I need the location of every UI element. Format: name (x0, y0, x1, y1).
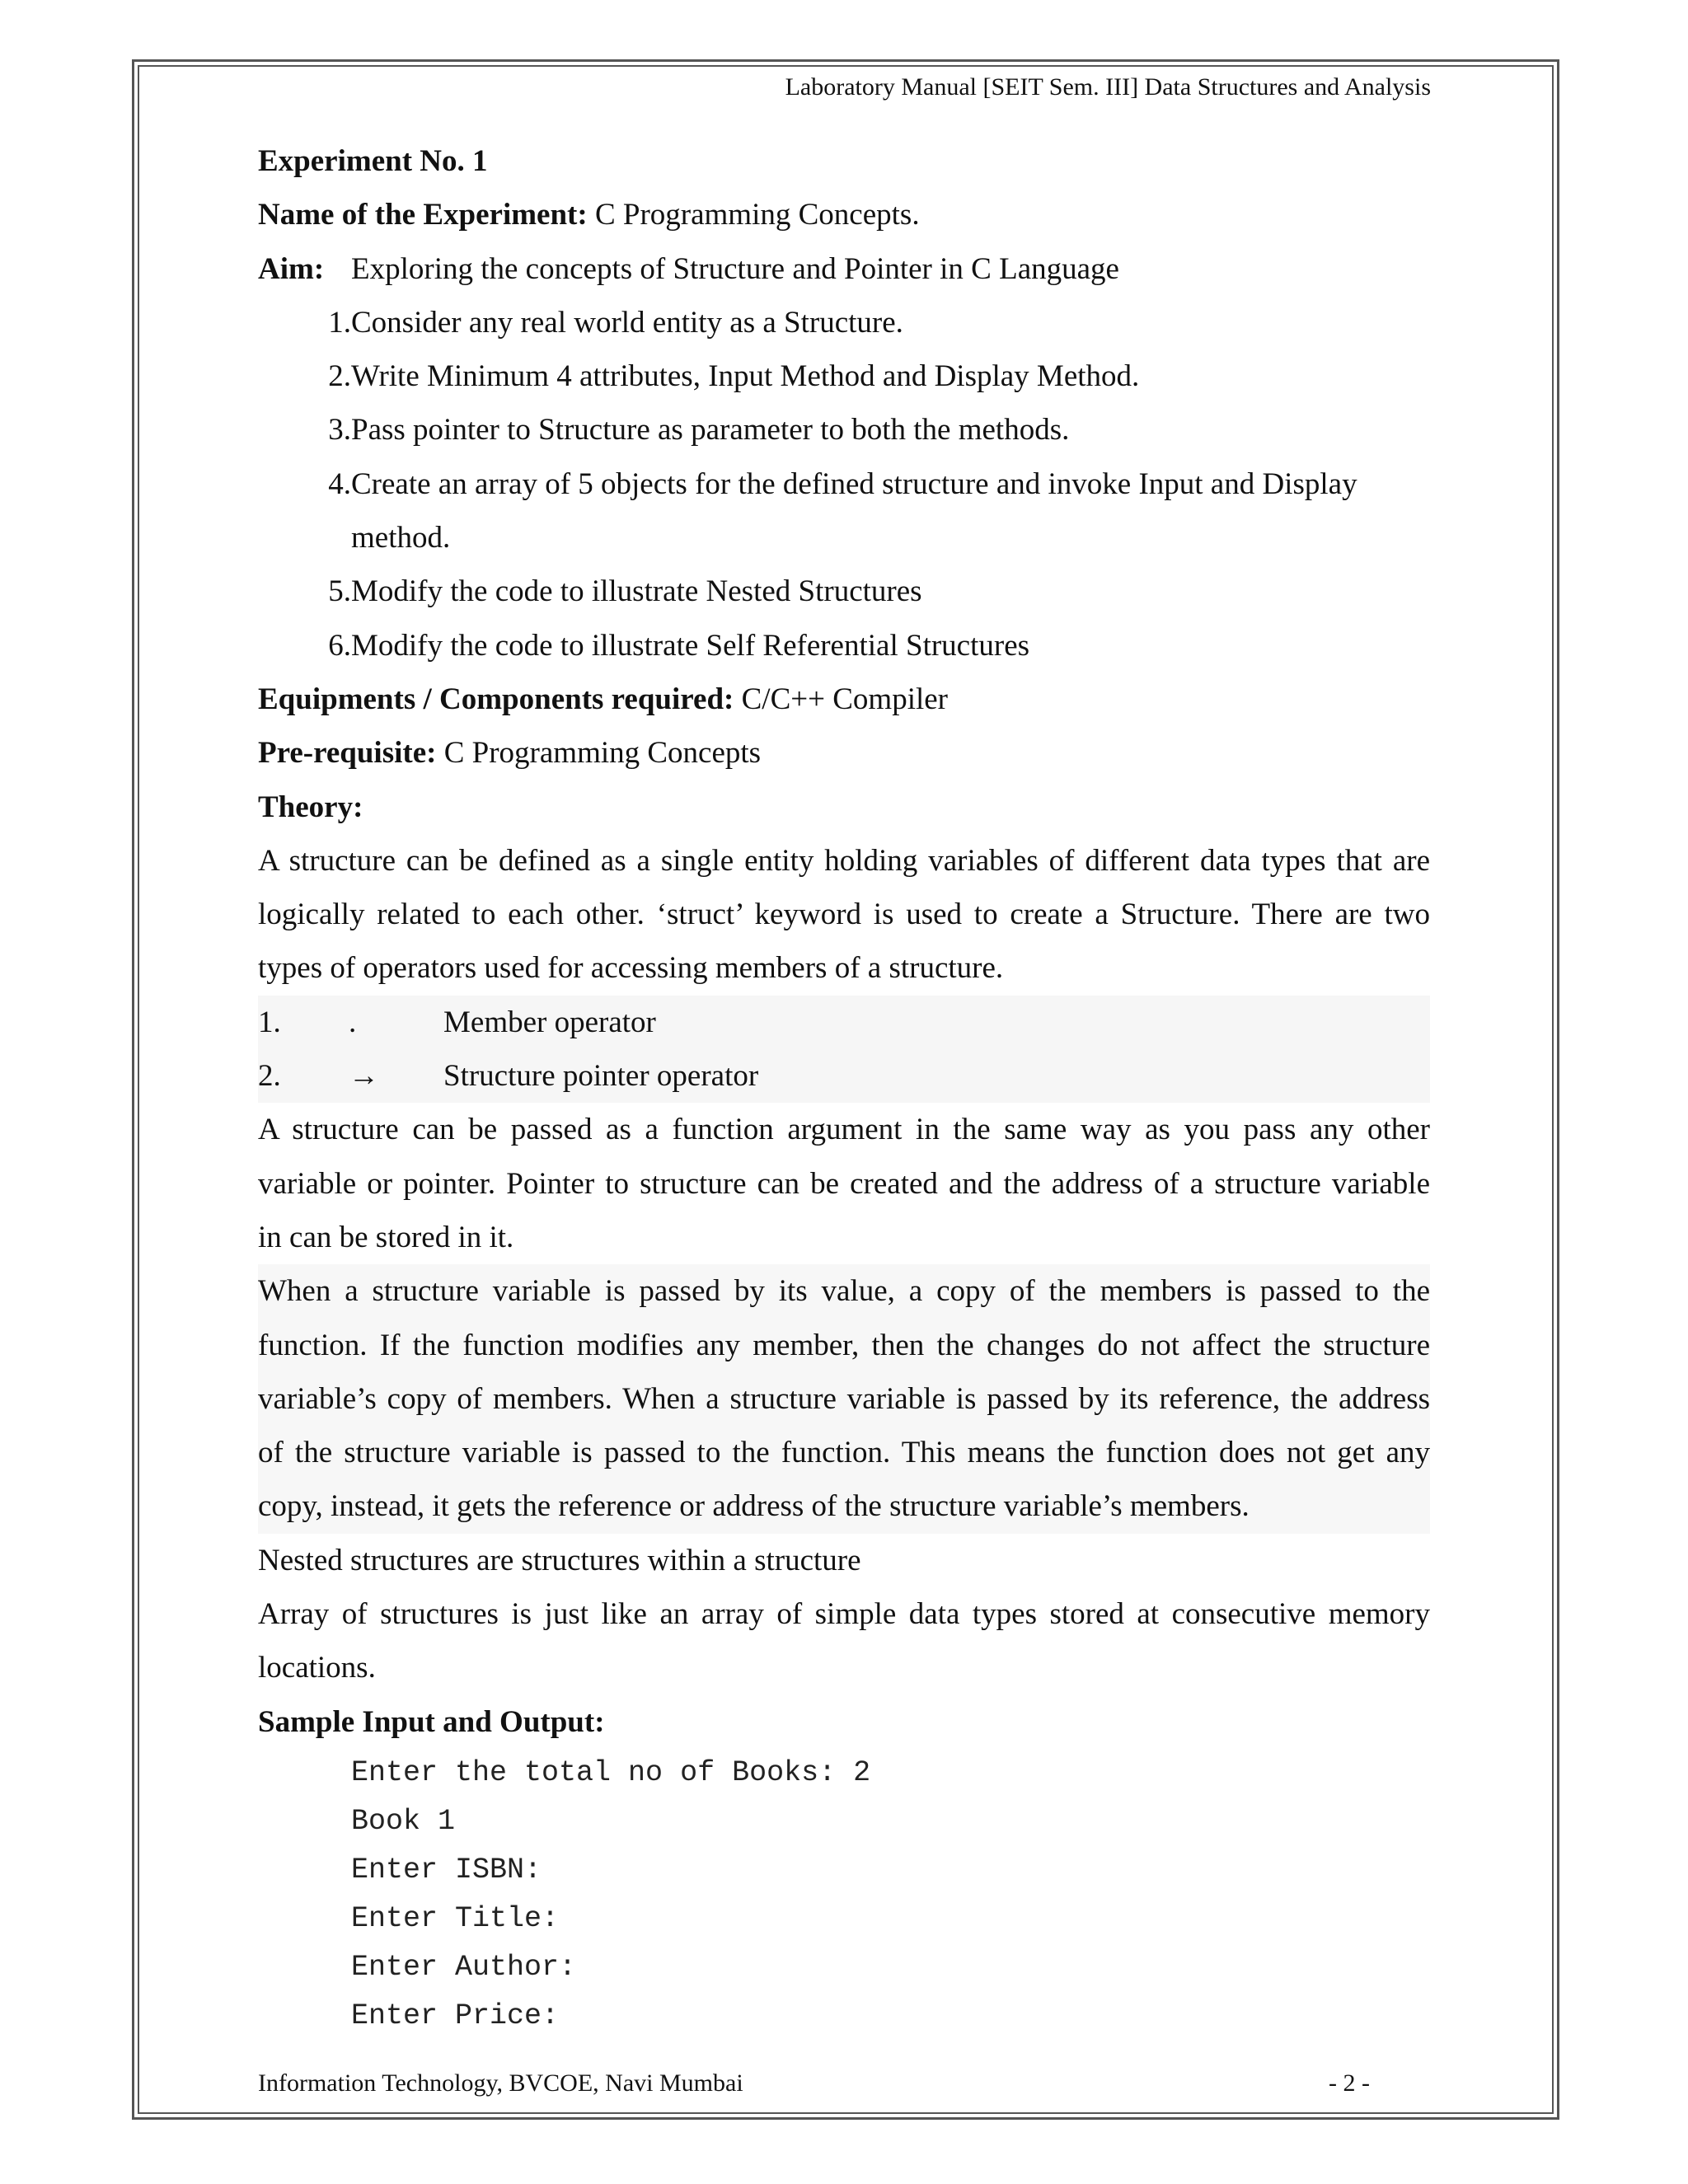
experiment-name-label: Name of the Experiment: (258, 198, 588, 232)
equipment-label: Equipments / Components required: (258, 682, 734, 716)
experiment-name-value: C Programming Concepts. (587, 198, 920, 232)
aim-item-number: 3. (328, 413, 351, 448)
aim-item-text: Consider any real world entity as a Structure. (351, 305, 903, 340)
aim-item (258, 349, 1430, 403)
theory-paragraph-line: in can be stored in it. (258, 1220, 514, 1254)
page-content (258, 134, 1430, 2041)
code-line: Enter the total no of Books: 2 (351, 1755, 871, 1789)
theory-heading: Theory: (258, 790, 363, 824)
aim-item-number: 4. (328, 466, 351, 501)
aim-item-text: method. (351, 521, 451, 555)
aim-item (258, 619, 1430, 673)
theory-paragraph-line: copy, instead, it gets the reference or address of the structure variable’s members. (258, 1479, 1430, 1533)
aim-item (258, 565, 1430, 618)
aim-item-text: Modify the code to illustrate Self Referential Structures (351, 628, 1030, 663)
theory-paragraph-line: A structure can be passed as a function argument in the same way as you pass any other (258, 1113, 1430, 1147)
operator-name: Member operator (443, 1005, 656, 1039)
code-line: Enter Title: (351, 1901, 560, 1935)
theory-paragraph-line: locations. (258, 1651, 376, 1685)
operator-number: 2. (258, 1059, 281, 1094)
theory-paragraph-line: Array of structures is just like an array of simple data types stored at consecutive memory (258, 1597, 1430, 1632)
theory-paragraph-line: function. If the function modifies any member, then the changes do not affect the structure (258, 1319, 1430, 1372)
footer-institution: Information Technology, BVCOE, Navi Mumbai (258, 2069, 743, 2097)
aim-item-number: 5. (328, 574, 351, 609)
aim-label: Aim: (258, 251, 325, 286)
code-line: Enter Price: (351, 1999, 560, 2032)
running-header: Laboratory Manual [SEIT Sem. III] Data Structures and Analysis (785, 73, 1431, 101)
operator-number: 1. (258, 1005, 281, 1039)
aim-item-number: 6. (328, 628, 351, 663)
aim-item-number: 1. (328, 305, 351, 340)
experiment-number: Experiment No. 1 (258, 144, 488, 178)
aim-item-text: Pass pointer to Structure as parameter to both the methods. (351, 413, 1070, 448)
operator-name: Structure pointer operator (443, 1059, 759, 1094)
aim-item (258, 403, 1430, 457)
code-line: Book 1 (351, 1804, 456, 1838)
prerequisite-line (258, 726, 1430, 780)
aim-item-continuation (258, 511, 1430, 565)
operator-symbol: → (349, 1059, 379, 1094)
page-number: - 2 - (1329, 2069, 1370, 2097)
theory-paragraph-line: types of operators used for accessing members of a structure. (258, 951, 1004, 986)
aim-item (258, 296, 1430, 349)
theory-paragraph-line: logically related to each other. ‘struct’ keyword is used to create a Structure. There are two (258, 898, 1430, 932)
aim-item-text: Modify the code to illustrate Nested Structures (351, 574, 922, 609)
prerequisite-value: C Programming Concepts (436, 736, 762, 771)
equipment-line (258, 673, 1430, 726)
operator-row (258, 1049, 1430, 1103)
aim-item-text: Create an array of 5 objects for the defined structure and invoke Input and Display (351, 466, 1357, 501)
operator-symbol: . (349, 1005, 357, 1039)
sample-heading: Sample Input and Output: (258, 1704, 605, 1739)
operator-row (258, 996, 1430, 1049)
theory-paragraph-line: variable’s copy of members. When a structure variable is passed by its reference, the address (258, 1372, 1430, 1426)
theory-paragraph-line: Nested structures are structures within a structure (258, 1543, 861, 1577)
aim-item-number: 2. (328, 359, 351, 394)
experiment-name (258, 188, 1430, 241)
aim-line (258, 242, 1430, 296)
theory-paragraph-line: A structure can be defined as a single entity holding variables of different data types that are (258, 843, 1430, 878)
theory-paragraph-line: variable or pointer. Pointer to structure can be created and the address of a structure variable (258, 1166, 1430, 1201)
aim-text: Exploring the concepts of Structure and Pointer in C Language (351, 251, 1119, 286)
theory-paragraph-line: When a structure variable is passed by its value, a copy of the members is passed to the (258, 1264, 1430, 1318)
theory-paragraph-line: of the structure variable is passed to the function. This means the function does not get any (258, 1426, 1430, 1479)
code-line: Enter Author: (351, 1950, 577, 1984)
code-line: Enter ISBN: (351, 1853, 542, 1886)
aim-item (258, 457, 1430, 511)
sample-code-block (258, 1749, 1430, 2041)
equipment-value: C/C++ Compiler (734, 682, 949, 716)
aim-item-text: Write Minimum 4 attributes, Input Method and Display Method. (351, 359, 1140, 394)
prerequisite-label: Pre-requisite: (258, 736, 437, 771)
